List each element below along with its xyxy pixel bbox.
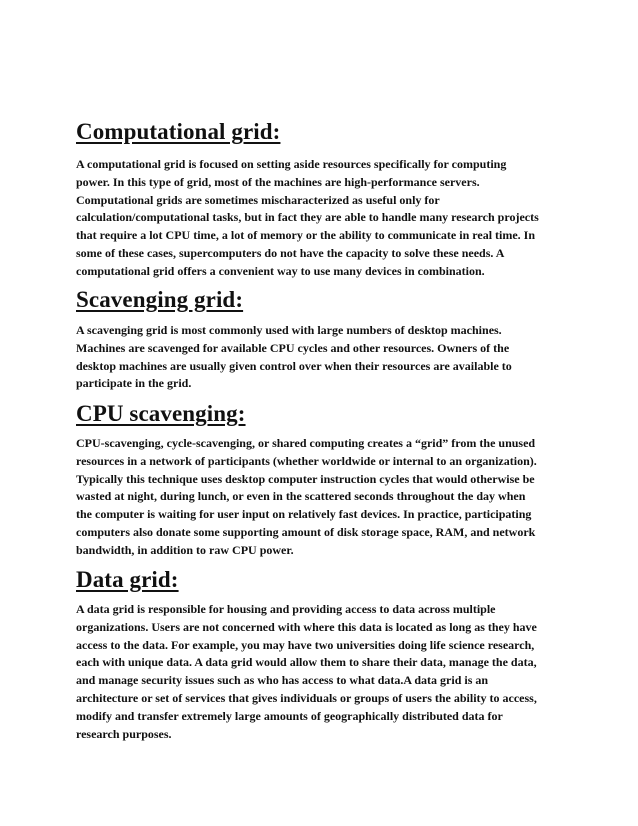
paragraph-line: that require a lot CPU time, a lot of memory or the ability to communicate in real time. In xyxy=(76,228,536,243)
paragraph-line: Machines are scavenged for available CPU cycles and other resources. Owners of the xyxy=(76,340,510,355)
paragraph-line: access to the data. For example, you may have two universities doing life science research, xyxy=(76,637,535,652)
section-paragraph xyxy=(76,435,566,560)
paragraph-line: Typically this technique uses desktop computer instruction cycles that would otherwise be xyxy=(76,471,535,486)
section-data-grid xyxy=(76,566,566,743)
section-heading: CPU scavenging: xyxy=(76,401,246,426)
paragraph-line: A scavenging grid is most commonly used with large numbers of desktop machines. xyxy=(76,323,502,337)
paragraph-line: calculation/computational tasks, but in fact they are able to handle many research projects xyxy=(76,210,539,225)
paragraph-line: resources in a network of participants (whether worldwide or internal to an organization). xyxy=(76,453,537,468)
paragraph-line: modify and transfer extremely large amounts of geographically distributed data for xyxy=(76,708,503,723)
paragraph-line: the computer is waiting for user input on relatively fast devices. In practice, participating xyxy=(76,507,532,522)
section-cpu-scavenging xyxy=(76,400,566,560)
paragraph-line: Computational grids are sometimes mischaracterized as useful only for xyxy=(76,192,440,207)
paragraph-line: organizations. Users are not concerned with where this data is located as long as they have xyxy=(76,619,537,634)
paragraph-line: CPU-scavenging, cycle-scavenging, or shared computing creates a “grid” from the unused xyxy=(76,436,536,450)
section-computational-grid xyxy=(76,118,566,281)
section-heading: Computational grid: xyxy=(76,119,281,144)
paragraph-line: architecture or set of services that gives individuals or groups of users the ability to access, xyxy=(76,690,537,705)
section-scavenging-grid xyxy=(76,286,566,393)
paragraph-line: some of these cases, supercomputers do not have the capacity to solve these needs. A xyxy=(76,245,505,260)
paragraph-line: A computational grid is focused on setting aside resources specifically for computing xyxy=(76,157,507,171)
paragraph-line: wasted at night, during lunch, or even in the scattered seconds throughout the day when xyxy=(76,489,526,504)
paragraph-line: research purposes. xyxy=(76,726,172,741)
paragraph-line: desktop machines are usually given control over when their resources are available to xyxy=(76,358,512,373)
paragraph-line: A data grid is responsible for housing and providing access to data across multiple xyxy=(76,602,496,616)
paragraph-line: participate in the grid. xyxy=(76,376,192,391)
paragraph-line: and manage security issues such as who has access to what data.A data grid is an xyxy=(76,673,489,688)
paragraph-line: each with unique data. A data grid would allow them to share their data, manage the data, xyxy=(76,655,537,670)
section-paragraph xyxy=(76,601,566,743)
section-heading: Scavenging grid: xyxy=(76,287,244,312)
paragraph-line: bandwidth, in addition to raw CPU power. xyxy=(76,542,294,557)
paragraph-line: power. In this type of grid, most of the machines are high-performance servers. xyxy=(76,174,480,189)
section-paragraph xyxy=(76,156,566,281)
paragraph-line: computers also donate some supporting amount of disk storage space, RAM, and network xyxy=(76,524,536,539)
section-paragraph xyxy=(76,322,566,393)
section-heading: Data grid: xyxy=(76,567,179,592)
paragraph-line: computational grid offers a convenient way to use many devices in combination. xyxy=(76,263,485,278)
